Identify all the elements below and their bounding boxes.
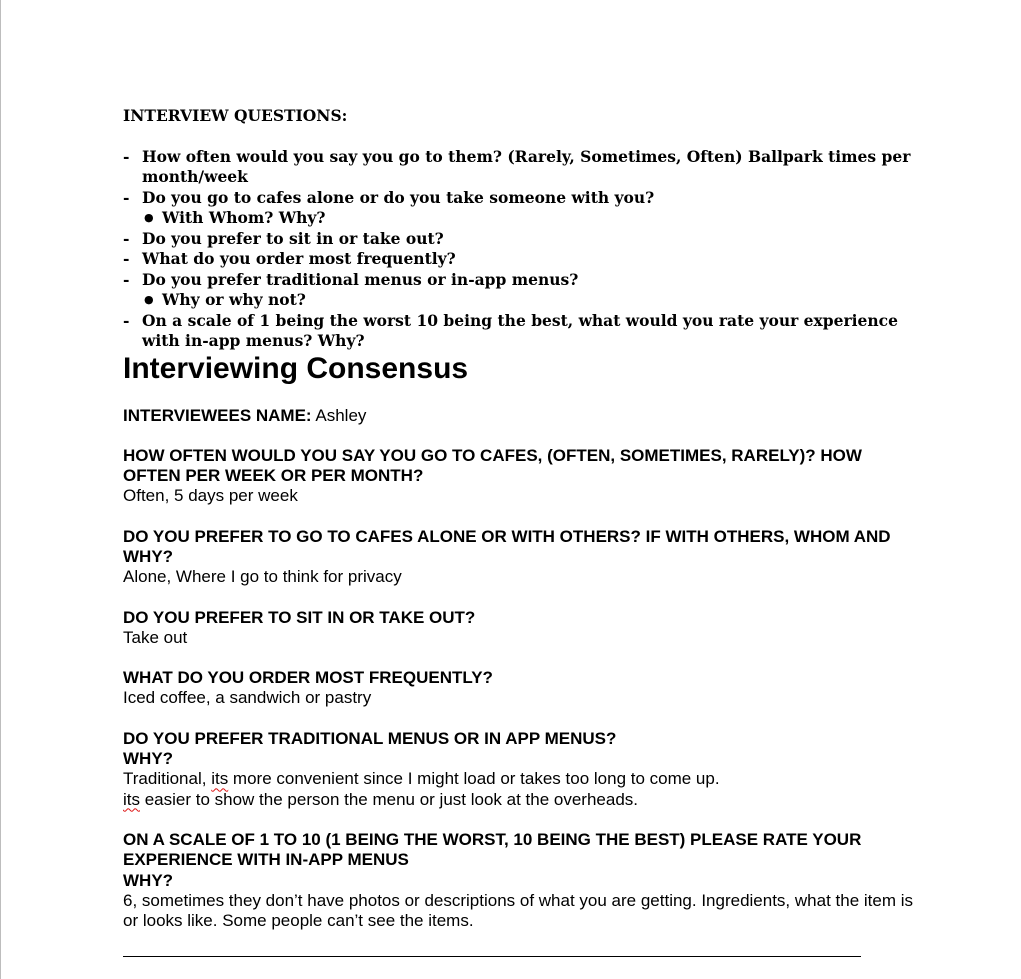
question-item (123, 229, 913, 250)
qa-question: ON A SCALE OF 1 TO 10 (1 BEING THE WORST, 10 BEING THE BEST) PLEASE RATE YOUR EXPERIENCE WITH IN-APP MENUS (123, 829, 862, 870)
interviewee-label: INTERVIEWEES NAME: (123, 405, 312, 425)
question-item (123, 249, 913, 270)
qa-question: DO YOU PREFER TO GO TO CAFES ALONE OR WITH OTHERS? IF WITH OTHERS, WHOM AND WHY? (123, 526, 891, 566)
qa-question: DO YOU PREFER TO SIT IN OR TAKE OUT? (123, 607, 476, 627)
dash-marker: - (123, 269, 130, 289)
sub-question-item (123, 290, 913, 311)
question-item (123, 147, 913, 188)
page-left-edge (0, 0, 1, 979)
question-text: What do you order most frequently? (142, 249, 456, 268)
sub-question-text: Why or why not? (162, 290, 306, 309)
question-text: Do you go to cafes alone or do you take someone with you? (142, 187, 655, 207)
question-text: How often would you say you go to them? (Rarely, Sometimes, Often) Ballpark times per month/week (142, 146, 911, 186)
question-text: Do you prefer to sit in or take out? (142, 228, 444, 248)
horizontal-rule (123, 956, 861, 957)
qa-answer-line (123, 769, 913, 789)
qa-answer: Take out (123, 627, 188, 647)
qa-question: HOW OFTEN WOULD YOU SAY YOU GO TO CAFES, (OFTEN, SOMETIMES, RARELY)? HOW OFTEN PER WEEK OR PER MONTH? (123, 445, 862, 486)
document-content (123, 106, 913, 957)
consensus-heading: Interviewing Consensus (123, 351, 469, 385)
question-item (123, 188, 913, 209)
bullet-marker: ● (144, 293, 154, 306)
question-item (123, 311, 913, 352)
answer-text: more convenient since I might load or takes too long to come up. (228, 769, 720, 789)
dash-marker: - (123, 228, 130, 248)
qa-block (123, 608, 913, 649)
spellcheck-flagged-word[interactable]: its (211, 769, 229, 789)
qa-question: WHAT DO YOU ORDER MOST FREQUENTLY? (123, 668, 493, 688)
qa-question: DO YOU PREFER TRADITIONAL MENUS OR IN APP MENUS? (123, 728, 617, 748)
spellcheck-flagged-word[interactable]: its (123, 789, 140, 809)
interview-questions-list (123, 147, 913, 352)
question-text: On a scale of 1 being the worst 10 being the best, what would you rate your experience with in-app menus? Why? (142, 310, 898, 350)
qa-answer: Often, 5 days per week (123, 486, 298, 506)
dash-marker: - (123, 249, 130, 268)
qa-answer: 6, sometimes they don’t have photos or descriptions of what you are getting. Ingredients, what the item is or looks like. Some people can’t see the items. (123, 890, 913, 931)
qa-block (123, 446, 913, 507)
sub-question-item (123, 208, 913, 229)
qa-why-label: WHY? (123, 870, 174, 890)
qa-answer: Alone, Where I go to think for privacy (123, 567, 402, 587)
interviewee-name: Ashley (315, 405, 367, 425)
interview-questions-title: INTERVIEW QUESTIONS: (123, 106, 348, 125)
sub-question-text: With Whom? Why? (162, 208, 326, 227)
bullet-marker: ● (144, 211, 154, 224)
question-item (123, 270, 913, 291)
dash-marker: - (123, 310, 130, 330)
answer-text: easier to show the person the menu or just look at the overheads. (140, 789, 639, 809)
dash-marker: - (123, 146, 130, 166)
interviewee-line (123, 406, 913, 426)
question-text: Do you prefer traditional menus or in-app menus? (142, 269, 579, 289)
qa-answer-line (123, 790, 913, 810)
qa-why-label: WHY? (123, 749, 174, 769)
qa-block (123, 830, 913, 931)
qa-block (123, 668, 913, 709)
qa-block (123, 527, 913, 588)
answer-text: Traditional, (123, 769, 212, 789)
dash-marker: - (123, 187, 130, 207)
qa-answer: Iced coffee, a sandwich or pastry (123, 688, 372, 708)
qa-block (123, 729, 913, 810)
